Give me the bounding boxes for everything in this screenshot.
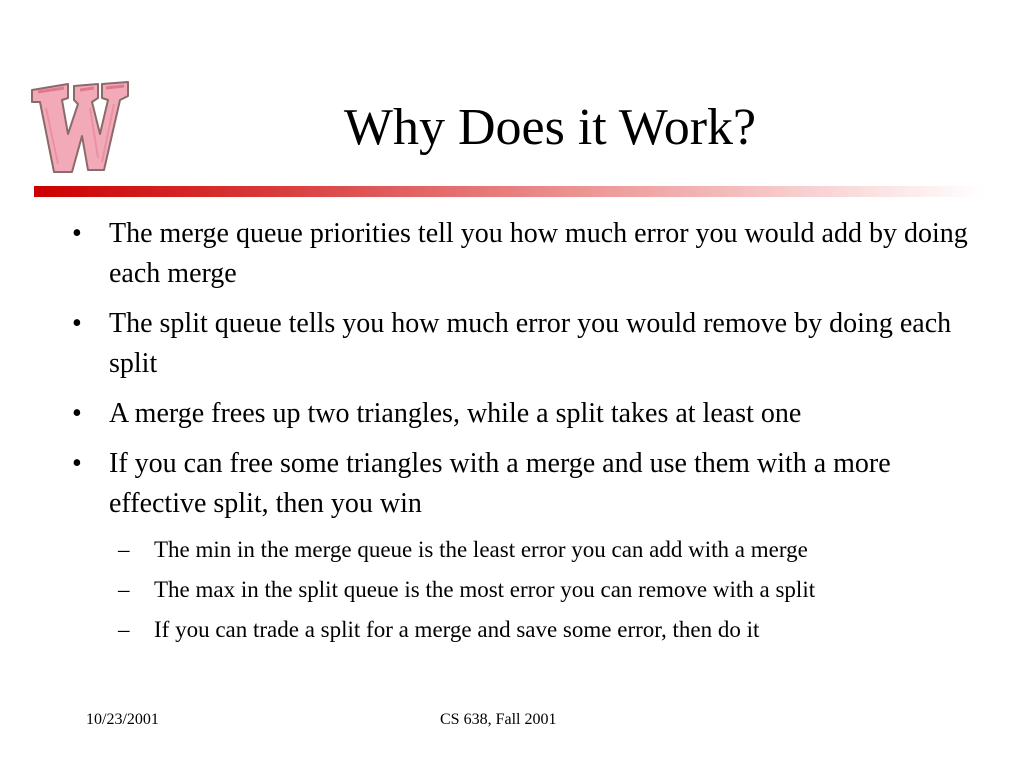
bullet-text: If you can free some triangles with a merge and use them with a more effective split, then you win: [109, 448, 891, 519]
bullet-marker: •: [72, 398, 82, 429]
bullet-item: [72, 304, 992, 384]
bullet-text: The merge queue priorities tell you how much error you would add by doing each merge: [109, 218, 968, 289]
sub-bullet-text: The max in the split queue is the most error you can remove with a split: [154, 577, 816, 602]
sub-bullet-item: [118, 536, 992, 564]
bullet-text: A merge frees up two triangles, while a split takes at least one: [109, 398, 802, 429]
wisconsin-w-logo-icon: [28, 78, 132, 176]
bullet-list: [72, 214, 992, 656]
bullet-marker: •: [72, 308, 82, 339]
bullet-item: [72, 394, 992, 434]
footer-course: CS 638, Fall 2001: [440, 711, 557, 728]
bullet-item: [72, 214, 992, 294]
sub-bullet-text: The min in the merge queue is the least error you can add with a merge: [154, 537, 808, 562]
footer-date: 10/23/2001: [86, 711, 159, 728]
sub-bullet-marker: –: [118, 577, 130, 602]
bullet-marker: •: [72, 448, 82, 479]
sub-bullet-item: [118, 576, 992, 604]
bullet-text: The split queue tells you how much error you would remove by doing each split: [109, 308, 952, 379]
sub-bullet-marker: –: [118, 537, 130, 562]
sub-bullet-item: [118, 616, 992, 644]
title-divider: [34, 186, 984, 197]
sub-bullet-marker: –: [118, 617, 130, 642]
bullet-marker: •: [72, 218, 82, 249]
slide-title: Why Does it Work?: [343, 99, 757, 156]
bullet-item: [72, 444, 992, 524]
sub-bullet-text: If you can trade a split for a merge and save some error, then do it: [154, 617, 760, 642]
